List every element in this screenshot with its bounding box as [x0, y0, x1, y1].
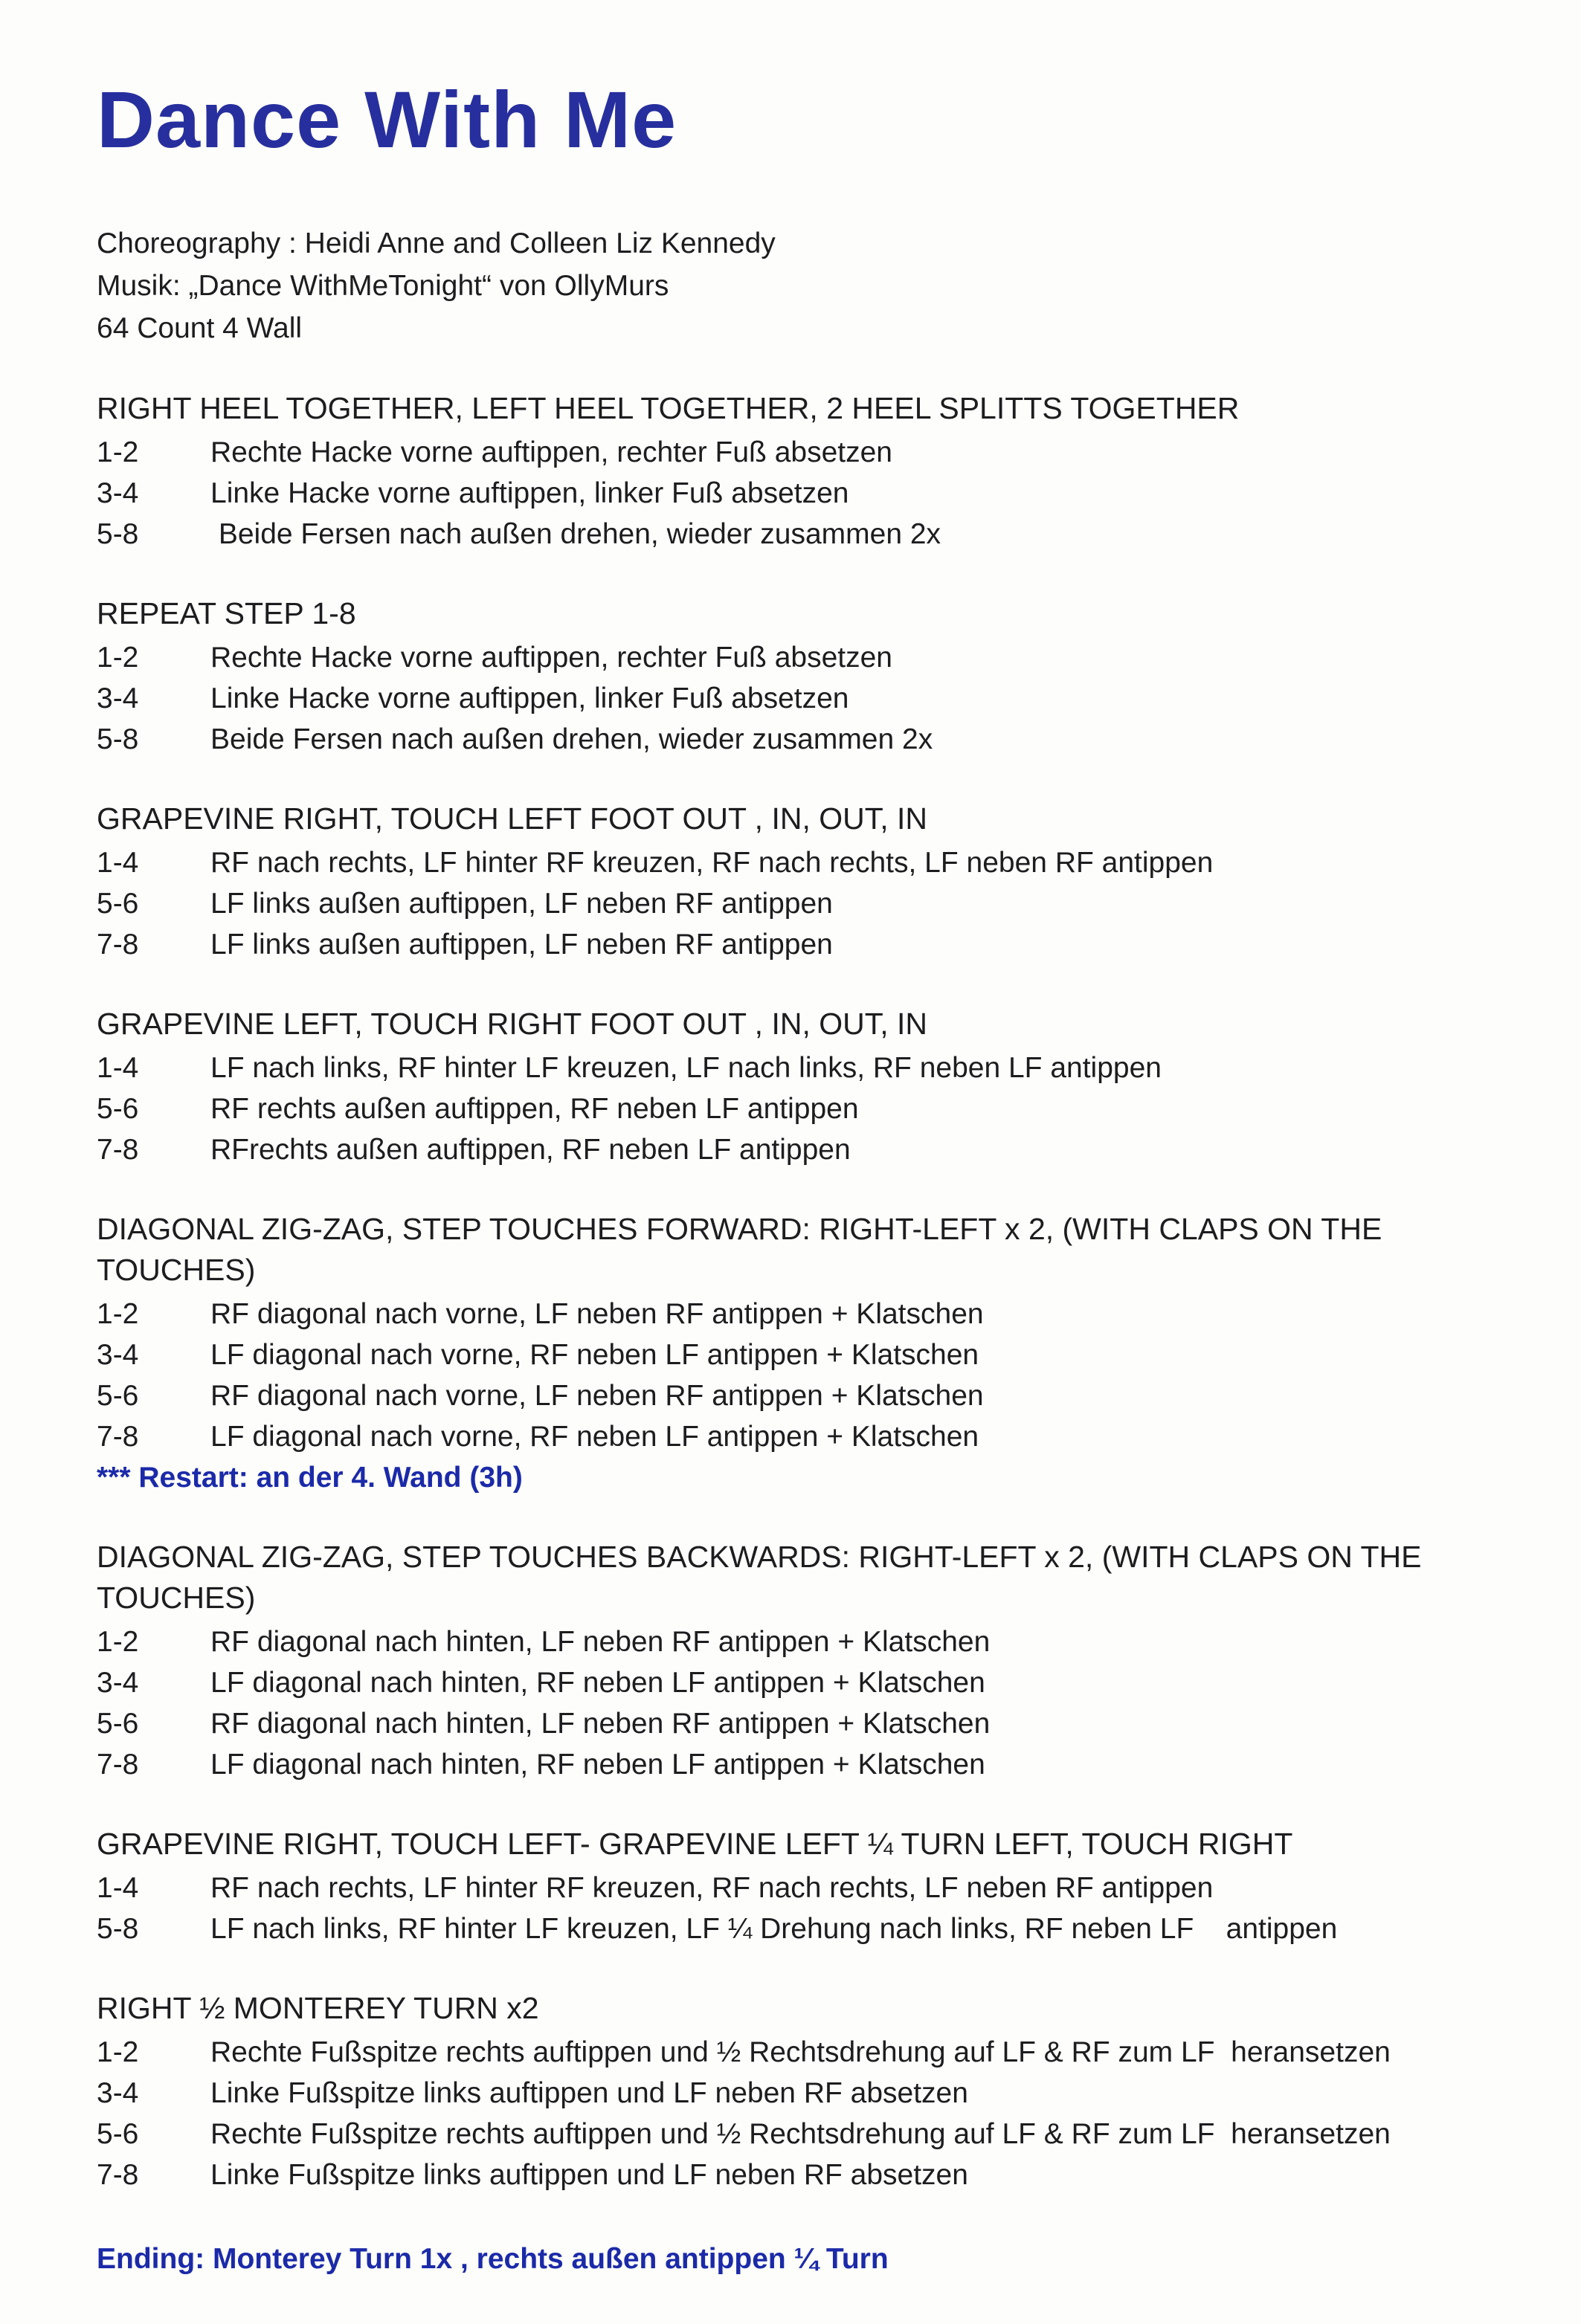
step-text: Linke Fußspitze links auftippen und LF neben RF absetzen: [210, 2159, 968, 2192]
step-row: [97, 719, 1514, 760]
step-count: 1-2: [97, 436, 139, 469]
step-row: [97, 1048, 1514, 1088]
step-row: [97, 1908, 1514, 1949]
step-count: 5-8: [97, 723, 139, 756]
sections: [97, 388, 1514, 2195]
step-row: [97, 514, 1514, 555]
step-row: [97, 1744, 1514, 1785]
step-text: LF diagonal nach hinten, RF neben LF antippen + Klatschen: [210, 1667, 985, 1700]
step-list: [97, 1868, 1514, 1949]
step-text: RF diagonal nach hinten, LF neben RF antippen + Klatschen: [210, 1626, 991, 1659]
section-heading: GRAPEVINE RIGHT, TOUCH LEFT FOOT OUT , IN, OUT, IN: [97, 801, 928, 836]
step-count: 5-6: [97, 1380, 139, 1413]
step-count: 3-4: [97, 682, 139, 715]
step-count: 3-4: [97, 1667, 139, 1700]
section: [97, 1537, 1514, 1785]
step-text: Beide Fersen nach außen drehen, wieder zusammen 2x: [210, 723, 933, 756]
step-count: 5-6: [97, 1093, 139, 1126]
section-heading: GRAPEVINE LEFT, TOUCH RIGHT FOOT OUT , IN, OUT, IN: [97, 1007, 928, 1042]
step-text: LF nach links, RF hinter LF kreuzen, LF ¼ Drehung nach links, RF neben LF antippen: [210, 1913, 1338, 1946]
section-heading: RIGHT ½ MONTEREY TURN x2: [97, 1991, 539, 2026]
section-heading: GRAPEVINE RIGHT, TOUCH LEFT- GRAPEVINE LEFT ¼ TURN LEFT, TOUCH RIGHT: [97, 1827, 1293, 1862]
step-text: LF nach links, RF hinter LF kreuzen, LF nach links, RF neben LF antippen: [210, 1052, 1162, 1085]
step-row: [97, 883, 1514, 924]
step-text: LF links außen auftippen, LF neben RF antippen: [210, 929, 833, 961]
step-row: [97, 924, 1514, 965]
step-row: [97, 637, 1514, 678]
step-list: [97, 842, 1514, 965]
step-count: 3-4: [97, 2077, 139, 2110]
info-line: Musik: „Dance WithMeTonight“ von OllyMurs: [97, 270, 669, 303]
section: [97, 593, 1514, 760]
step-count: 7-8: [97, 1134, 139, 1166]
step-count: 3-4: [97, 1339, 139, 1372]
restart-note: *** Restart: an der 4. Wand (3h): [97, 1462, 523, 1494]
step-count: 1-2: [97, 1626, 139, 1659]
section: [97, 388, 1514, 555]
step-row: [97, 473, 1514, 514]
step-text: Rechte Hacke vorne auftippen, rechter Fuß absetzen: [210, 436, 892, 469]
section: [97, 1209, 1514, 1498]
step-count: 7-8: [97, 2159, 139, 2192]
step-count: 3-4: [97, 477, 139, 510]
page-title: Dance With Me: [97, 74, 677, 164]
step-count: 5-8: [97, 1913, 139, 1946]
step-row: [97, 1416, 1514, 1457]
step-text: LF diagonal nach vorne, RF neben LF antippen + Klatschen: [210, 1339, 979, 1372]
step-text: Linke Fußspitze links auftippen und LF neben RF absetzen: [210, 2077, 968, 2110]
step-count: 1-2: [97, 642, 139, 674]
step-text: RF nach rechts, LF hinter RF kreuzen, RF nach rechts, LF neben RF antippen: [210, 847, 1214, 879]
info-block: [97, 222, 1514, 349]
step-text: Linke Hacke vorne auftippen, linker Fuß absetzen: [210, 477, 849, 510]
step-count: 7-8: [97, 929, 139, 961]
step-text: RF nach rechts, LF hinter RF kreuzen, RF nach rechts, LF neben RF antippen: [210, 1872, 1214, 1905]
step-row: [97, 1703, 1514, 1744]
step-text: Rechte Fußspitze rechts auftippen und ½ Rechtsdrehung auf LF & RF zum LF heransetzen: [210, 2036, 1391, 2069]
step-list: [97, 1294, 1514, 1457]
info-line: Choreography : Heidi Anne and Colleen Liz Kennedy: [97, 227, 776, 260]
step-text: LF links außen auftippen, LF neben RF antippen: [210, 888, 833, 920]
step-row: [97, 1129, 1514, 1170]
step-row: [97, 2114, 1514, 2154]
step-text: RF diagonal nach hinten, LF neben RF antippen + Klatschen: [210, 1708, 991, 1740]
step-row: [97, 1868, 1514, 1908]
step-count: 1-2: [97, 2036, 139, 2069]
step-count: 5-6: [97, 1708, 139, 1740]
step-count: 1-2: [97, 1298, 139, 1331]
step-list: [97, 2032, 1514, 2195]
step-text: Beide Fersen nach außen drehen, wieder zusammen 2x: [210, 518, 941, 551]
step-row: [97, 2073, 1514, 2114]
section: [97, 1988, 1514, 2195]
section: [97, 1004, 1514, 1170]
step-list: [97, 432, 1514, 555]
step-count: 5-6: [97, 2118, 139, 2151]
step-row: [97, 1088, 1514, 1129]
step-row: [97, 842, 1514, 883]
info-line: 64 Count 4 Wall: [97, 312, 303, 345]
step-count: 1-4: [97, 1872, 139, 1905]
step-count: 7-8: [97, 1749, 139, 1781]
step-row: [97, 2154, 1514, 2195]
step-row: [97, 678, 1514, 719]
step-text: Linke Hacke vorne auftippen, linker Fuß absetzen: [210, 682, 849, 715]
step-row: [97, 2032, 1514, 2073]
step-text: LF diagonal nach hinten, RF neben LF antippen + Klatschen: [210, 1749, 985, 1781]
step-count: 5-8: [97, 518, 139, 551]
section-heading: DIAGONAL ZIG-ZAG, STEP TOUCHES BACKWARDS: RIGHT-LEFT x 2, (WITH CLAPS ON THE TOUCHES): [97, 1540, 1422, 1615]
section-heading: REPEAT STEP 1-8: [97, 596, 356, 631]
step-text: Rechte Fußspitze rechts auftippen und ½ Rechtsdrehung auf LF & RF zum LF heransetzen: [210, 2118, 1391, 2151]
step-text: RF diagonal nach vorne, LF neben RF antippen + Klatschen: [210, 1380, 984, 1413]
step-text: Rechte Hacke vorne auftippen, rechter Fuß absetzen: [210, 642, 892, 674]
section: [97, 1824, 1514, 1949]
section: [97, 798, 1514, 965]
section-heading: DIAGONAL ZIG-ZAG, STEP TOUCHES FORWARD: RIGHT-LEFT x 2, (WITH CLAPS ON THE TOUCHES): [97, 1212, 1382, 1288]
step-count: 7-8: [97, 1421, 139, 1453]
step-row: [97, 1621, 1514, 1662]
step-count: 5-6: [97, 888, 139, 920]
step-text: LF diagonal nach vorne, RF neben LF antippen + Klatschen: [210, 1421, 979, 1453]
step-text: RFrechts außen auftippen, RF neben LF antippen: [210, 1134, 851, 1166]
step-count: 1-4: [97, 847, 139, 879]
step-list: [97, 1048, 1514, 1170]
step-list: [97, 1621, 1514, 1785]
ending-note: Ending: Monterey Turn 1x , rechts außen antippen ¼ Turn: [97, 2243, 889, 2276]
step-text: RF diagonal nach vorne, LF neben RF antippen + Klatschen: [210, 1298, 984, 1331]
step-text: RF rechts außen auftippen, RF neben LF antippen: [210, 1093, 859, 1126]
step-list: [97, 637, 1514, 760]
step-row: [97, 432, 1514, 473]
step-row: [97, 1294, 1514, 1334]
step-row: [97, 1662, 1514, 1703]
section-heading: RIGHT HEEL TOGETHER, LEFT HEEL TOGETHER, 2 HEEL SPLITTS TOGETHER: [97, 391, 1240, 426]
step-count: 1-4: [97, 1052, 139, 1085]
step-row: [97, 1334, 1514, 1375]
step-row: [97, 1375, 1514, 1416]
